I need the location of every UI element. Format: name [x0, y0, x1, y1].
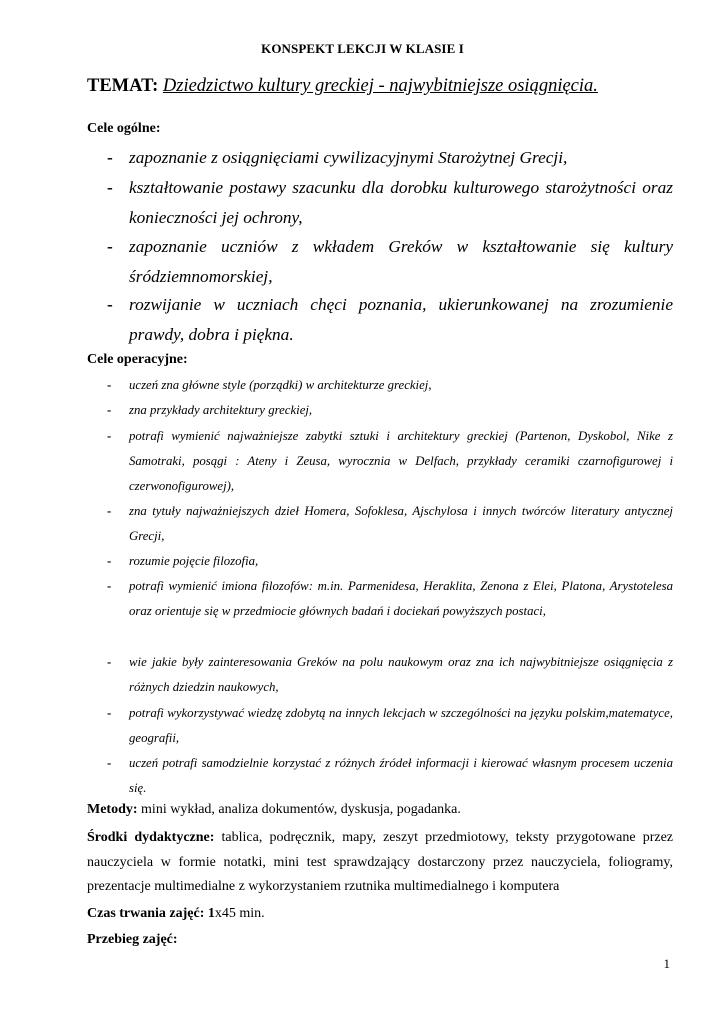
- operational-goal-item: - potrafi wymienić imiona filozofów: m.in. Parmenidesa, Heraklita, Zenona z Elei, Platona, Arystotelesa oraz orientuje się w przedmiocie głównych badań i dociekań powyższych postaci,: [107, 574, 673, 624]
- general-goal-item: - kształtowanie postawy szacunku dla dorobku kulturowego starożytności oraz konieczności jej ochrony,: [107, 173, 673, 233]
- topic-text: Dziedzictwo kultury greckiej - najwybitniejsze osiągnięcia.: [162, 76, 598, 96]
- teaching-aids-text: tablica, podręcznik, mapy, zeszyt przedmiotowy, teksty przygotowane przez nauczyciela w formie notatki, mini test sprawdzający dostarczony przez nauczyciela, foliogramy, prezentacje multimedialne z wykorzystaniem rzutnika multimedialnego i komputera: [87, 830, 673, 894]
- topic-label: TEMAT:: [87, 76, 159, 96]
- bullet-dash: -: [107, 579, 112, 593]
- lesson-course-heading: Przebieg zajęć:: [87, 932, 178, 947]
- operational-goal-item: - uczeń potrafi samodzielnie korzystać z różnych źródeł informacji i kierować własnym procesem uczenia się.: [107, 751, 673, 801]
- bullet-dash: -: [107, 655, 112, 669]
- bullet-dash: -: [107, 554, 112, 568]
- general-goal-item: - zapoznanie z osiągnięciami cywilizacyjnymi Starożytnej Grecji,: [107, 143, 673, 173]
- bullet-dash: -: [107, 403, 112, 417]
- bullet-dash: -: [107, 378, 112, 392]
- general-goals-heading: Cele ogólne:: [87, 121, 161, 136]
- operational-goals-heading: Cele operacyjne:: [87, 352, 188, 367]
- bullet-dash: -: [107, 148, 113, 167]
- bullet-dash: -: [107, 504, 112, 518]
- methods-label: Metody:: [87, 802, 138, 817]
- teaching-aids-label: Środki dydaktyczne:: [87, 830, 215, 845]
- duration-line: [87, 906, 265, 922]
- operational-goal-item: - potrafi wykorzystywać wiedzę zdobytą na innych lekcjach w szczególności na języku polskim,matematyce, geografii,: [107, 701, 673, 751]
- teaching-aids-paragraph: [87, 826, 673, 900]
- bullet-dash: -: [107, 756, 112, 770]
- methods-line: [87, 802, 461, 818]
- operational-goal-item: - zna przykłady architektury greckiej,: [107, 398, 673, 423]
- duration-label: Czas trwania zajęć: 1: [87, 906, 215, 921]
- page-number: 1: [663, 956, 670, 971]
- operational-goal-item: - potrafi wymienić najważniejsze zabytki sztuki i architektury greckiej (Partenon, Dyskobol, Nike z Samotraki, posągi : Ateny i Zeusa, wyrocznia w Delfach, przykłady ceramiki czarnofigurowej i czerwonofigurowej),: [107, 424, 673, 499]
- bullet-dash: -: [107, 706, 112, 720]
- operational-goal-item: - zna tytuły najważniejszych dzieł Homera, Sofoklesa, Ajschylosa i innych twórców literatury antycznej Grecji,: [107, 499, 673, 549]
- lesson-topic: [87, 76, 598, 97]
- operational-goal-item: - uczeń zna główne style (porządki) w architekturze greckiej,: [107, 373, 673, 398]
- operational-goal-item: - wie jakie były zainteresowania Greków na polu naukowym oraz zna ich najwybitniejsze osiągnięcia z różnych dziedzin naukowych,: [107, 650, 673, 700]
- duration-text: x45 min.: [214, 906, 265, 921]
- methods-text: mini wykład, analiza dokumentów, dyskusja, pogadanka.: [137, 802, 461, 817]
- operational-goal-item: - rozumie pojęcie filozofia,: [107, 549, 673, 574]
- general-goal-item: - zapoznanie uczniów z wkładem Greków w kształtowanie się kultury śródziemnomorskiej,: [107, 232, 673, 292]
- bullet-dash: -: [107, 295, 113, 314]
- bullet-dash: -: [107, 178, 113, 197]
- document-title: KONSPEKT LEKCJI W KLASIE I: [261, 41, 464, 56]
- general-goal-item: - rozwijanie w uczniach chęci poznania, ukierunkowanej na zrozumienie prawdy, dobra i piękna.: [107, 290, 673, 350]
- bullet-dash: -: [107, 237, 113, 256]
- bullet-dash: -: [107, 429, 112, 443]
